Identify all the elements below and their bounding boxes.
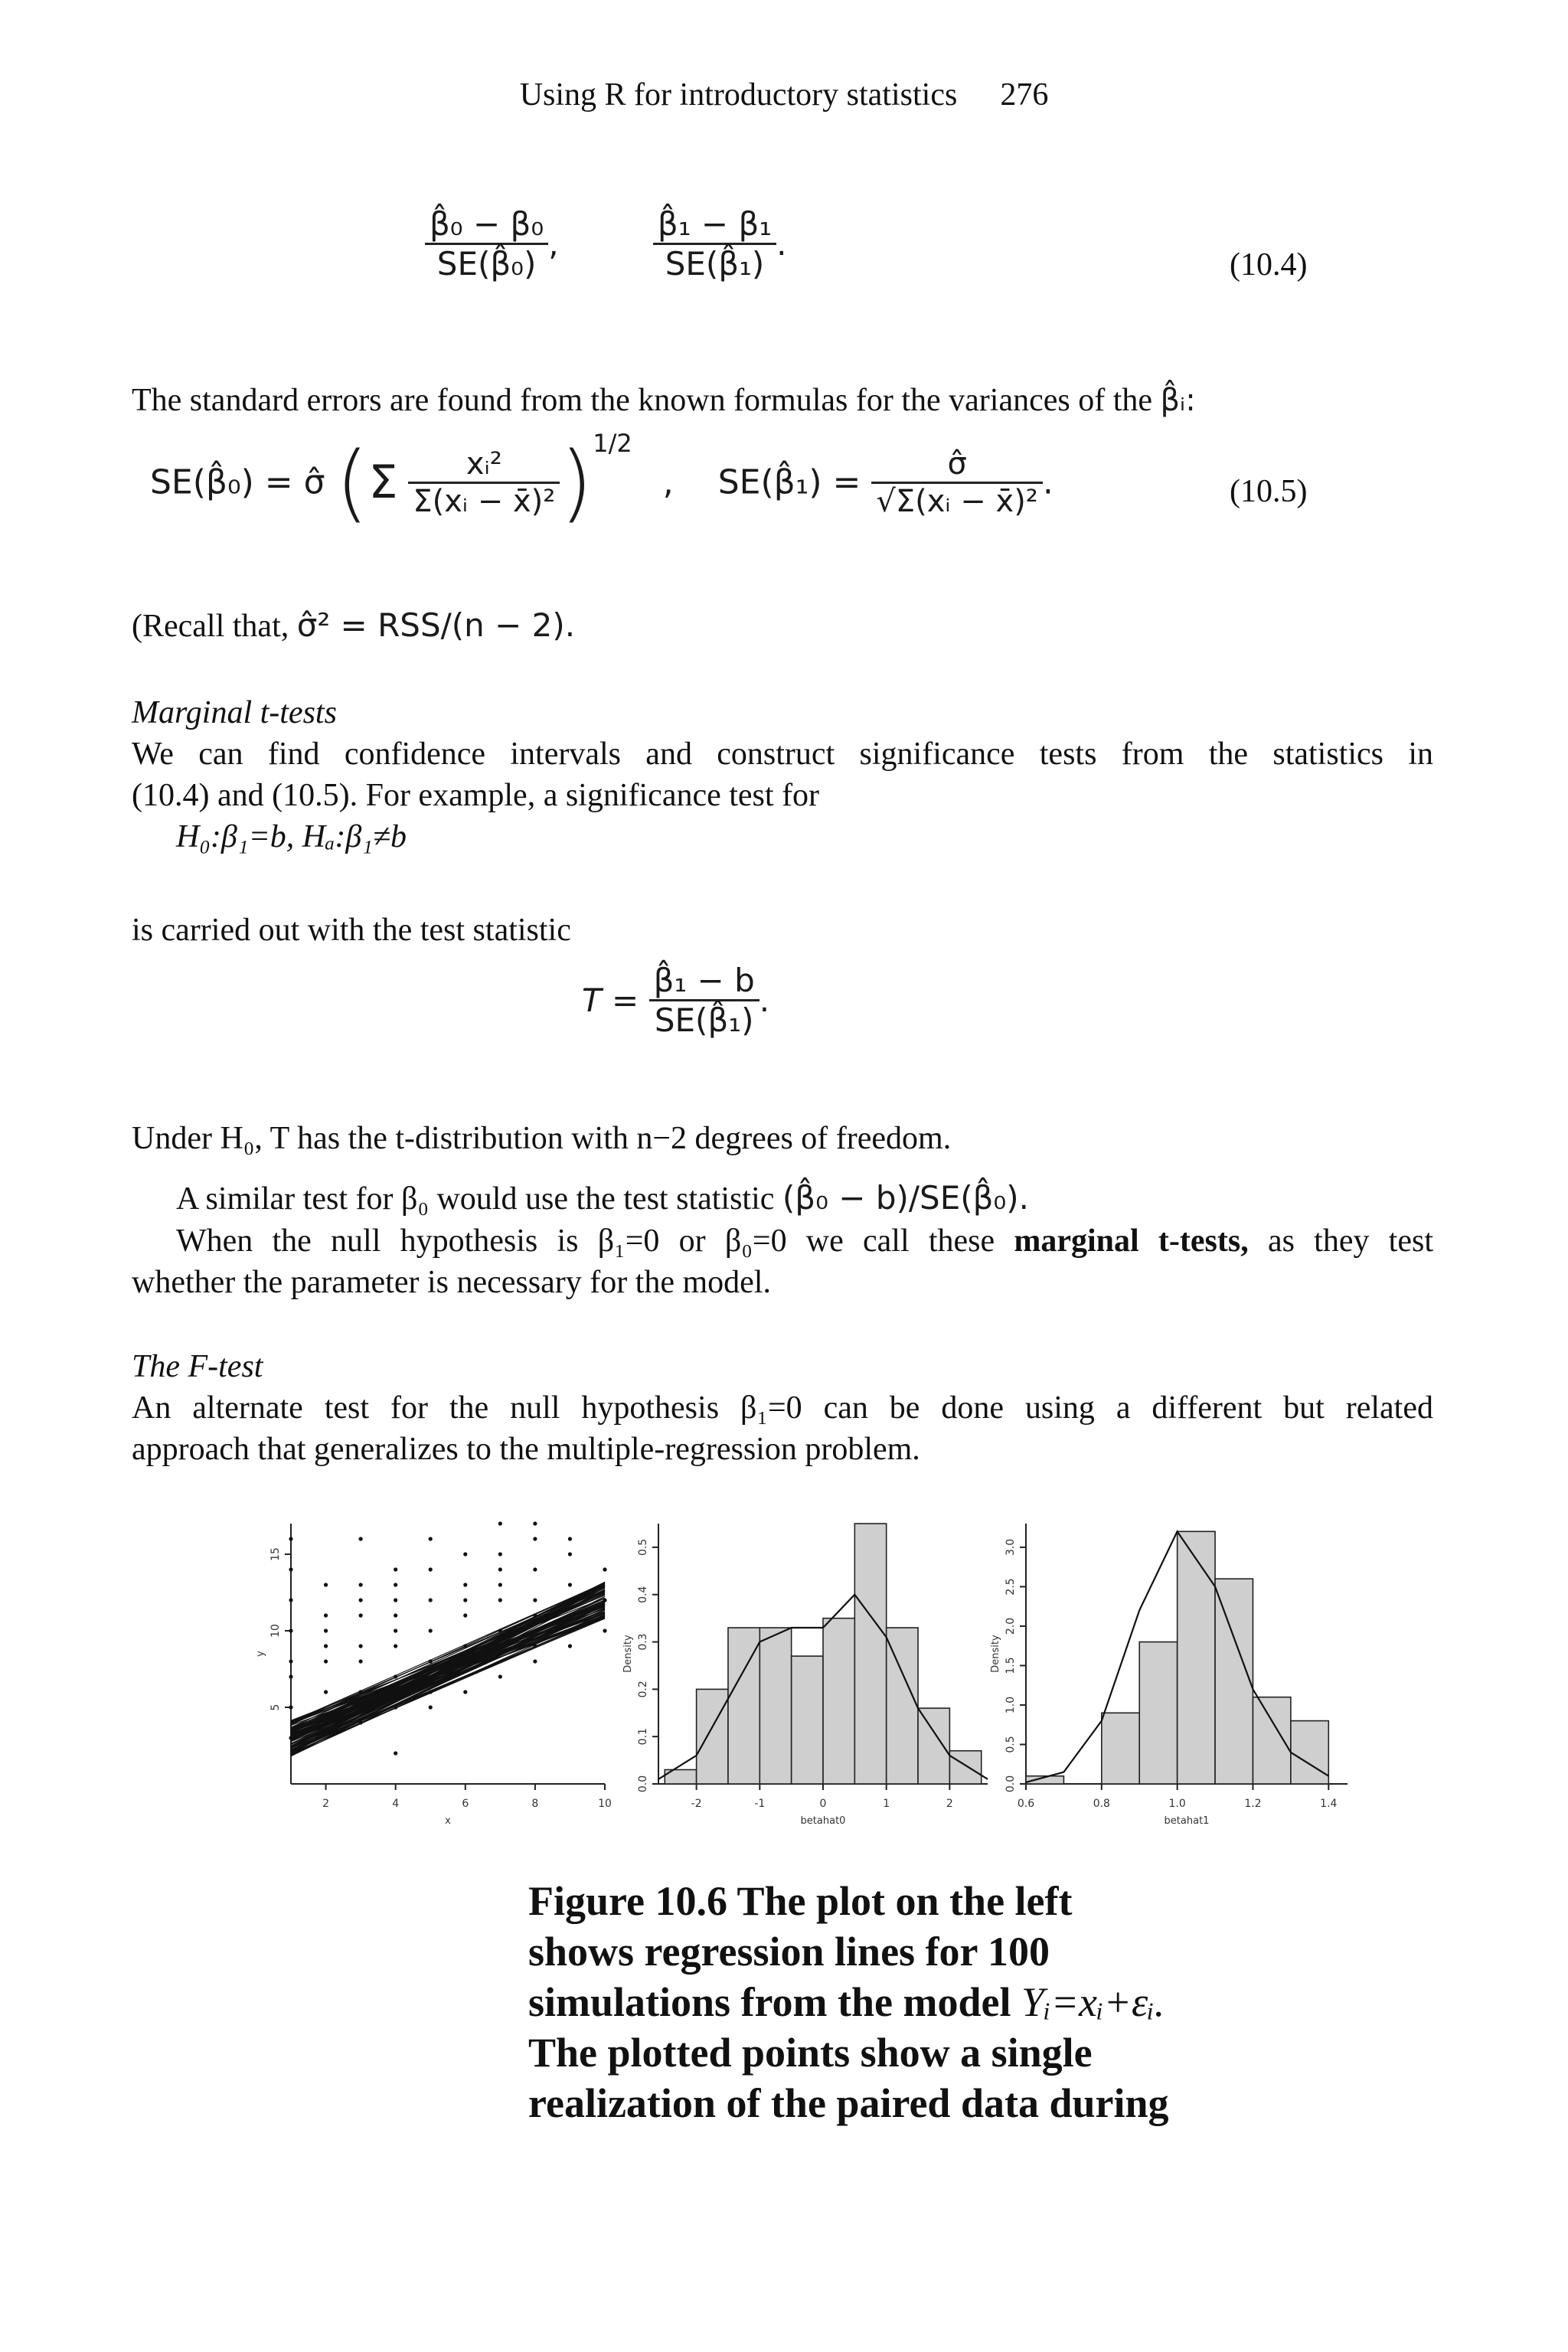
data-point [498, 1628, 502, 1632]
data-point [498, 1521, 502, 1525]
data-point [498, 1674, 502, 1678]
se1-den: √Σ(xᵢ − x̄)² [876, 483, 1038, 519]
heading-f-test: The F-test [132, 1349, 263, 1384]
data-point [359, 1613, 363, 1617]
null-text-b: as they test [1267, 1223, 1434, 1259]
data-point [568, 1628, 572, 1632]
eq105-number: (10.5) [1230, 474, 1308, 509]
x-tick-label: 1 [883, 1798, 890, 1810]
y-tick-label: 0.0 [637, 1775, 649, 1793]
x-axis-label: betahat1 [1164, 1815, 1210, 1827]
data-point [498, 1552, 502, 1556]
para-null-line2: whether the parameter is necessary for the model. [132, 1265, 771, 1300]
data-point [394, 1583, 397, 1586]
eq104-right-num: β̂₁ − β₁ [653, 205, 776, 245]
para-similar-text: A similar test for β₀ would use the test statistic [176, 1181, 775, 1217]
y-tick-label: 0.5 [1004, 1736, 1017, 1753]
regression-line [291, 1582, 605, 1739]
eq104-right-fraction [653, 205, 776, 283]
y-tick-label: 2.0 [1004, 1617, 1017, 1635]
data-point [603, 1567, 606, 1571]
figure-10-6 [253, 1508, 1363, 1845]
histogram-bar [1291, 1721, 1328, 1784]
caption-line1: Figure 10.6 The plot on the left [528, 1878, 1073, 1924]
data-point [289, 1659, 292, 1663]
regression-line [291, 1592, 605, 1738]
data-point [359, 1659, 363, 1663]
y-tick-label: 5 [270, 1704, 282, 1711]
data-point [533, 1567, 537, 1571]
data-point [568, 1644, 572, 1648]
data-point [289, 1674, 292, 1678]
data-point [533, 1659, 537, 1663]
data-point [463, 1613, 467, 1617]
x-tick-label: 0 [819, 1798, 827, 1810]
equation-10-5 [150, 429, 1054, 531]
y-tick-label: 0.0 [1004, 1775, 1017, 1793]
paren-close: ) [560, 433, 593, 531]
para-standard-errors [132, 380, 1449, 421]
histogram-betahat0-panel [622, 1524, 988, 1827]
data-point [429, 1705, 433, 1709]
data-point [289, 1567, 292, 1571]
data-point [498, 1598, 502, 1602]
histogram-bar [918, 1708, 949, 1784]
data-point [324, 1659, 328, 1663]
data-point [394, 1644, 397, 1648]
eq104-sep: , [548, 225, 559, 263]
para-marginal-line1: We can find confidence intervals and construct significance tests from the statistics in [132, 737, 1433, 772]
para-null-line1 [176, 1220, 1433, 1262]
regression-line [291, 1616, 605, 1753]
data-point [568, 1613, 572, 1617]
x-tick-label: 0.6 [1017, 1798, 1035, 1810]
eq104-right-den: SE(β̂₁) [665, 245, 765, 283]
y-tick-label: 0.3 [637, 1633, 649, 1651]
x-axis-label: x [445, 1815, 451, 1827]
x-tick-label: 4 [392, 1798, 400, 1810]
se0-den: Σ(xᵢ − x̄)² [413, 483, 556, 519]
data-point [359, 1690, 363, 1694]
data-point [463, 1583, 467, 1586]
se0-exponent: 1/2 [593, 429, 632, 458]
histogram-bar [823, 1619, 854, 1784]
para-standard-errors-text: The standard errors are found from the known formulas for the variances of the [132, 383, 1153, 418]
data-point [429, 1537, 433, 1540]
para-ftest-line1: An alternate test for the null hypothesis β₁=0 can be done using a different but related [132, 1390, 1433, 1426]
histogram-betahat1-panel [990, 1524, 1348, 1827]
t-den: SE(β̂₁) [654, 1001, 754, 1039]
data-point [568, 1537, 572, 1540]
regression-line [291, 1602, 605, 1738]
y-axis-label: Density [622, 1635, 634, 1673]
data-point [533, 1613, 537, 1617]
x-tick-label: -2 [691, 1798, 702, 1810]
x-tick-label: 1.0 [1168, 1798, 1186, 1810]
data-point [533, 1537, 537, 1540]
data-point [533, 1598, 537, 1602]
data-point [359, 1598, 363, 1602]
regression-line [291, 1592, 605, 1723]
data-point [568, 1552, 572, 1556]
data-point [533, 1644, 537, 1648]
beta-i-hat: β̂ᵢ: [1160, 383, 1196, 418]
y-tick-label: 1.0 [1004, 1696, 1017, 1714]
regression-line [291, 1612, 605, 1732]
data-point [498, 1583, 502, 1586]
y-tick-label: 15 [270, 1547, 282, 1561]
y-tick-label: 0.5 [637, 1538, 649, 1557]
se1-lhs: SE(β̂₁) = [717, 462, 861, 502]
t-fraction [649, 962, 760, 1039]
data-point [603, 1598, 606, 1602]
se1-num: σ̂ [871, 446, 1042, 484]
y-tick-label: 3.0 [1004, 1538, 1017, 1557]
histogram-bar [949, 1751, 981, 1784]
x-tick-label: 6 [462, 1798, 469, 1810]
histogram-bar [1215, 1579, 1253, 1784]
data-point [324, 1644, 328, 1648]
data-point [289, 1736, 292, 1740]
regression-line [291, 1605, 605, 1754]
data-point [463, 1659, 467, 1663]
regression-line [291, 1615, 605, 1740]
data-point [324, 1690, 328, 1694]
se0-num: xᵢ² [408, 446, 560, 484]
para-under-h0: Under H₀, T has the t-distribution with n−2 degrees of freedom. [132, 1121, 952, 1156]
histogram-bar [697, 1689, 728, 1784]
para-carried-out: is carried out with the test statistic [132, 913, 571, 948]
running-header [0, 77, 1568, 113]
null-text-a: When the null hypothesis is β₁=0 or β₀=0 we call these [176, 1223, 995, 1259]
x-tick-label: 0.8 [1093, 1798, 1110, 1810]
data-point [429, 1690, 433, 1694]
data-point [498, 1644, 502, 1648]
marginal-t-tests-term: marginal t-tests, [1014, 1223, 1249, 1259]
y-tick-label: 0.4 [637, 1586, 649, 1603]
data-point [603, 1628, 606, 1632]
x-tick-label: -1 [754, 1798, 766, 1810]
t-lhs: T = [582, 982, 639, 1019]
page-number: 276 [1000, 77, 1049, 113]
y-axis-label: y [255, 1651, 266, 1657]
data-point [533, 1521, 537, 1525]
histogram-bar [854, 1524, 886, 1784]
regression-line [291, 1585, 605, 1727]
recall-line [132, 605, 575, 647]
eq104-left-num: β̂₀ − β₀ [425, 205, 548, 245]
se0-lhs: SE(β̂₀) = σ̂ [150, 462, 325, 502]
data-point [429, 1567, 433, 1571]
eq104-left-fraction [425, 205, 548, 283]
data-point [394, 1628, 397, 1632]
y-tick-label: 0.1 [637, 1728, 649, 1746]
para-marginal-line2: (10.4) and (10.5). For example, a significance test for [132, 778, 820, 813]
eq104-number: (10.4) [1230, 247, 1308, 283]
regression-line [291, 1589, 605, 1729]
scatter-regression-panel [255, 1521, 612, 1827]
histogram-bar [760, 1628, 791, 1784]
y-tick-label: 1.5 [1004, 1657, 1017, 1674]
data-point [498, 1567, 502, 1571]
hypothesis: H₀:β₁=b, Hₐ:β₁≠b [176, 819, 407, 854]
histogram-bar [1178, 1531, 1215, 1784]
eq104-left-den: SE(β̂₀) [436, 245, 537, 283]
t-num: β̂₁ − b [649, 962, 760, 1001]
regression-line [291, 1613, 605, 1733]
se1-fraction [871, 446, 1042, 519]
equation-t-statistic [582, 962, 769, 1039]
data-point [324, 1583, 328, 1586]
data-point [359, 1583, 363, 1586]
data-point [289, 1598, 292, 1602]
histogram-bar [792, 1656, 823, 1784]
data-point [324, 1613, 328, 1617]
data-point [429, 1659, 433, 1663]
y-tick-label: 0.2 [637, 1681, 649, 1698]
x-tick-label: 1.2 [1244, 1798, 1262, 1810]
data-point [463, 1552, 467, 1556]
para-similar-test [176, 1178, 1029, 1220]
x-tick-label: 8 [531, 1798, 539, 1810]
data-point [568, 1583, 572, 1586]
y-tick-label: 10 [270, 1624, 282, 1638]
histogram-bar [887, 1628, 918, 1784]
data-point [568, 1598, 572, 1602]
para-ftest-line2: approach that generalizes to the multiple-regression problem. [132, 1432, 920, 1467]
header-title: Using R for introductory statistics [519, 77, 958, 113]
data-point [289, 1705, 292, 1709]
data-point [289, 1628, 292, 1632]
caption-line3a: simulations from the model [528, 1979, 1011, 2025]
data-point [394, 1674, 397, 1678]
histogram-bar [1102, 1713, 1139, 1784]
data-point [394, 1567, 397, 1571]
data-point [359, 1537, 363, 1540]
regression-line [291, 1595, 605, 1730]
data-point [394, 1613, 397, 1617]
data-point [324, 1628, 328, 1632]
similar-test-math: (β̂₀ − b)/SE(β̂₀). [782, 1179, 1029, 1217]
data-point [359, 1720, 363, 1724]
data-point [394, 1751, 397, 1755]
eq105-end: . [1042, 462, 1054, 502]
data-point [463, 1644, 467, 1648]
caption-line4: The plotted points show a single [528, 2030, 1093, 2076]
paren-open: ( [335, 433, 369, 531]
caption-model: Yᵢ=xᵢ+εᵢ. [1021, 1979, 1165, 2025]
figure-caption [528, 1876, 1524, 2128]
x-tick-label: 2 [946, 1798, 953, 1810]
eq105-comma: , [662, 462, 674, 502]
data-point [429, 1628, 433, 1632]
eq104-end: . [776, 225, 787, 263]
regression-line [291, 1600, 605, 1732]
recall-text: (Recall that, [132, 609, 289, 644]
caption-line5: realization of the paired data during [528, 2080, 1169, 2126]
se0-fraction [408, 446, 560, 519]
recall-math: σ̂² = RSS/(n − 2). [296, 606, 576, 644]
y-axis-label: Density [990, 1635, 1001, 1673]
sum-sign: Σ [368, 456, 398, 509]
data-point [463, 1598, 467, 1602]
x-tick-label: 10 [598, 1798, 612, 1810]
data-point [394, 1705, 397, 1709]
caption-line3 [528, 1977, 1524, 2027]
histogram-bar [1253, 1697, 1290, 1784]
y-tick-label: 2.5 [1004, 1578, 1017, 1596]
x-tick-label: 1.4 [1320, 1798, 1338, 1810]
data-point [429, 1598, 433, 1602]
equation-10-4 [425, 205, 786, 283]
data-point [324, 1720, 328, 1724]
t-end: . [759, 982, 770, 1019]
data-point [463, 1690, 467, 1694]
x-tick-label: 2 [322, 1798, 330, 1810]
heading-marginal-t-tests: Marginal t-tests [132, 695, 337, 730]
data-point [359, 1644, 363, 1648]
caption-line2: shows regression lines for 100 [528, 1929, 1050, 1975]
x-axis-label: betahat0 [800, 1815, 846, 1827]
data-point [289, 1537, 292, 1540]
data-point [394, 1598, 397, 1602]
histogram-bar [1139, 1642, 1177, 1784]
